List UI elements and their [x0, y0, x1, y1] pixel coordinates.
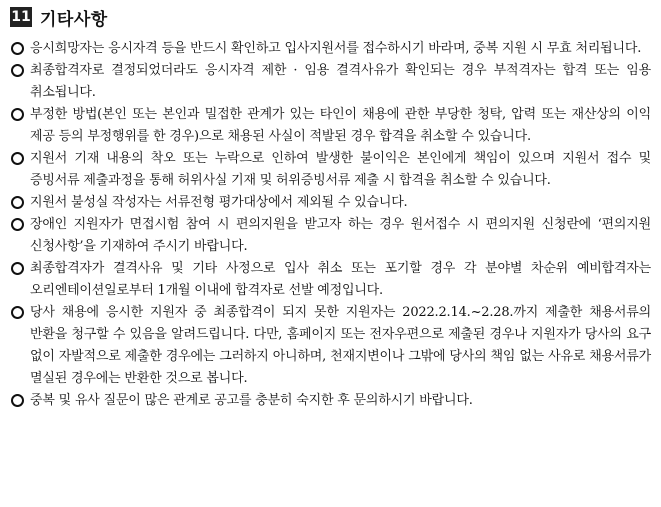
circle-bullet-icon [10, 195, 24, 209]
list-item-text: 장애인 지원자가 면접시험 참여 시 편의지원을 받고자 하는 경우 원서접수 시 편의지원 신청란에 ‘편의지원 신청사항’을 기재하여 주시기 바랍니다. [30, 217, 651, 254]
list-item [10, 214, 651, 258]
list-item-text: 부정한 방법(본인 또는 본인과 밀접한 관계가 있는 타인이 채용에 관한 부당한 청탁, 압력 또는 재산상의 이익 제공 등의 부정행위를 한 경우)으로 채용된 사실이 적발된 경우 합격을 취소할 수 있습니다. [30, 107, 651, 144]
circle-bullet-icon [10, 151, 24, 165]
list-item-text: 지원서 불성실 작성자는 서류전형 평가대상에서 제외될 수 있습니다. [30, 195, 408, 210]
list-item-text: 지원서 기재 내용의 착오 또는 누락으로 인하여 발생한 불이익은 본인에게 책임이 있으며 지원서 접수 및 증빙서류 제출과정을 통해 허위사실 기재 및 허위증빙서류 제출 시 합격을 취소할 수 있습니다. [30, 151, 651, 188]
section-number-badge: 11 [11, 9, 31, 25]
list-item-text: 최종합격자가 결격사유 및 기타 사정으로 입사 취소 또는 포기할 경우 각 분야별 차순위 예비합격자는 오리엔테이션일로부터 1개월 이내에 합격자로 선발 예정입니다. [30, 261, 651, 298]
list-item-text: 응시희망자는 응시자격 등을 반드시 확인하고 입사지원서를 접수하시기 바라며, 중복 지원 시 무효 처리됩니다. [30, 41, 642, 56]
section-header [10, 6, 651, 28]
list-item [10, 192, 651, 214]
circle-bullet-icon [10, 217, 24, 231]
notice-list [10, 38, 651, 412]
list-item [10, 258, 651, 302]
circle-bullet-icon [10, 305, 24, 319]
list-item-text: 중복 및 유사 질문이 많은 관계로 공고를 충분히 숙지한 후 문의하시기 바랍니다. [30, 393, 473, 408]
list-item-text: 최종합격자로 결정되었더라도 응시자격 제한 · 임용 결격사유가 확인되는 경우 부적격자는 합격 또는 임용 취소됩니다. [30, 63, 651, 100]
list-item [10, 38, 651, 60]
list-item [10, 148, 651, 192]
list-item [10, 302, 651, 390]
circle-bullet-icon [10, 63, 24, 77]
circle-bullet-icon [10, 393, 24, 407]
list-item [10, 390, 651, 412]
list-item-text: 당사 채용에 응시한 지원자 중 최종합격이 되지 못한 지원자는 2022.2.14.~2.28.까지 제출한 채용서류의 반환을 청구할 수 있음을 알려드립니다. 다만, 홈페이지 또는 전자우편으로 제출된 경우나 지원자가 당사의 요구 없이 자발적으로 제출한 경우에는 그러하지 아니하며, 천재지변이나 그밖에 당사의 책임 없는 사유로 채용서류가 멸실된 경우에는 반환한 것으로 봅니다. [30, 305, 651, 386]
section-title: 기타사항 [40, 9, 108, 30]
circle-bullet-icon [10, 261, 24, 275]
circle-bullet-icon [10, 41, 24, 55]
list-item [10, 60, 651, 104]
list-item [10, 104, 651, 148]
circle-bullet-icon [10, 107, 24, 121]
